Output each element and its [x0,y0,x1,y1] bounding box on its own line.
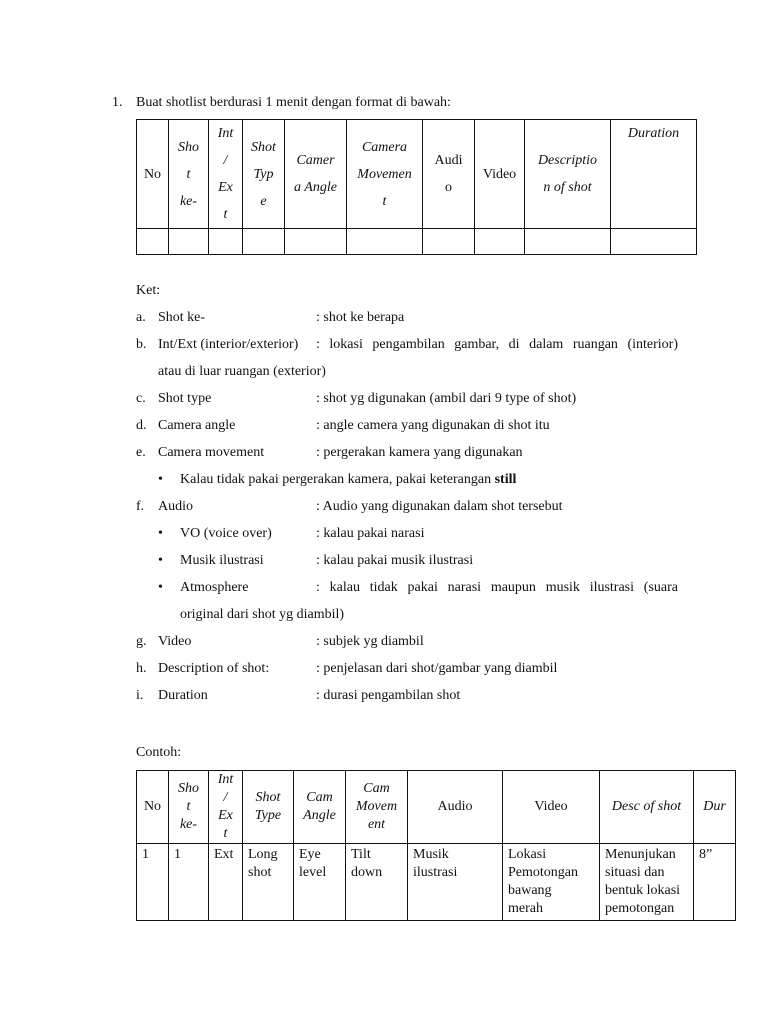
empty-cell [285,229,347,255]
header-cell: Video [503,771,600,844]
table-cell: 1 [137,844,169,921]
item-label: b. [136,337,147,352]
item-term: Audio [158,499,193,514]
bullet-desc: : kalau tidak pakai narasi maupun musik ilustrasi (suara [316,580,678,595]
item-label: i. [136,688,144,703]
empty-cell [611,229,697,255]
header-cell: Cam Angle [294,771,346,844]
empty-cell [347,229,423,255]
list-item [136,385,678,412]
table-cell: 1 [169,844,209,921]
item-term: Camera angle [158,418,236,433]
contoh-title: Contoh: [136,745,182,760]
list-item [136,439,678,466]
ket-list [136,304,678,709]
table-header-row [137,771,736,844]
table-cell: Ext [209,844,243,921]
item-continuation: atau di luar ruangan (exterior) [158,364,326,379]
header-cell: Shot Type [243,771,294,844]
bullet-item [136,520,678,547]
header-cell: No [137,120,169,229]
header-cell: Int / Ex t [209,771,243,844]
header-cell: Sho t ke- [169,771,209,844]
item-term: Int/Ext (interior/exterior) [158,337,299,352]
item-desc: : lokasi pengambilan gambar, di dalam ruangan (interior) [316,337,678,352]
list-item [136,628,678,655]
bullet-term: VO (voice over) [180,526,272,541]
bullet-icon: • [158,472,163,487]
item-desc: : shot ke berapa [316,310,405,325]
list-item [136,412,678,439]
table-cell: 8” [694,844,736,921]
bullet-icon: • [158,526,163,541]
item-desc: : pergerakan kamera yang digunakan [316,445,523,460]
header-cell: Dur [694,771,736,844]
item-desc: : penjelasan dari shot/gambar yang diambil [316,661,558,676]
item-term: Video [158,634,192,649]
bullet-item [136,547,678,574]
empty-cell [169,229,209,255]
header-cell: Int / Ex t [209,120,243,229]
header-cell: Sho t ke- [169,120,209,229]
ket-title: Ket: [136,283,161,298]
table-cell: Tilt down [346,844,408,921]
empty-cell [525,229,611,255]
bullet-text: Kalau tidak pakai pergerakan kamera, pakai keterangan still [180,472,517,487]
instruction [112,94,451,112]
bullet-term: Musik ilustrasi [180,553,264,568]
list-item [136,655,678,682]
bullet-term: Atmosphere [180,580,249,595]
empty-cell [243,229,285,255]
header-cell: Audi o [423,120,475,229]
item-label: g. [136,634,147,649]
bullet-continuation: original dari shot yg diambil) [180,607,345,622]
header-cell: Desc of shot [600,771,694,844]
header-cell: Duration [611,120,697,229]
bullet-desc: : kalau pakai narasi [316,526,425,541]
table-row [137,229,697,255]
header-cell: No [137,771,169,844]
item-label: e. [136,445,146,460]
bullet-icon: • [158,553,163,568]
empty-cell [423,229,475,255]
item-term: Shot ke- [158,310,206,325]
table-header-row [137,120,697,229]
bold-keyword: still [494,472,517,487]
table-cell: Musik ilustrasi [408,844,503,921]
shotlist-format-table [136,119,697,255]
item-desc: : shot yg digunakan (ambil dari 9 type of shot) [316,391,577,406]
bullet-item [136,574,678,601]
table-cell: Menunjukan situasi dan bentuk lokasi pemotongan [600,844,694,921]
item-desc: : durasi pengambilan shot [316,688,461,703]
item-term: Camera movement [158,445,265,460]
bullet-item [136,466,678,493]
table-cell: Eye level [294,844,346,921]
item-desc: : angle camera yang digunakan di shot itu [316,418,550,433]
instruction-number: 1. [112,95,123,110]
header-cell: Descriptio n of shot [525,120,611,229]
empty-cell [475,229,525,255]
empty-cell [209,229,243,255]
item-desc: : Audio yang digunakan dalam shot tersebut [316,499,563,514]
header-cell: Audio [408,771,503,844]
header-cell: Camer a Angle [285,120,347,229]
header-cell: Shot Typ e [243,120,285,229]
list-item [136,493,678,520]
bullet-icon: • [158,580,163,595]
item-label: d. [136,418,147,433]
list-item [136,682,678,709]
item-label: h. [136,661,147,676]
header-cell: Cam Movem ent [346,771,408,844]
item-term: Shot type [158,391,212,406]
item-label: c. [136,391,146,406]
item-label: a. [136,310,146,325]
item-term: Duration [158,688,208,703]
example-shotlist-table [136,770,736,921]
table-row [137,844,736,921]
item-label: f. [136,499,145,514]
empty-cell [137,229,169,255]
instruction-text: Buat shotlist berdurasi 1 menit dengan format di bawah: [136,95,451,110]
header-cell: Camera Movemen t [347,120,423,229]
list-item [136,331,678,358]
table-cell: Lokasi Pemotongan bawang merah [503,844,600,921]
list-item [136,304,678,331]
table-cell: Long shot [243,844,294,921]
item-term: Description of shot: [158,661,270,676]
item-desc: : subjek yg diambil [316,634,424,649]
header-cell: Video [475,120,525,229]
bullet-desc: : kalau pakai musik ilustrasi [316,553,474,568]
